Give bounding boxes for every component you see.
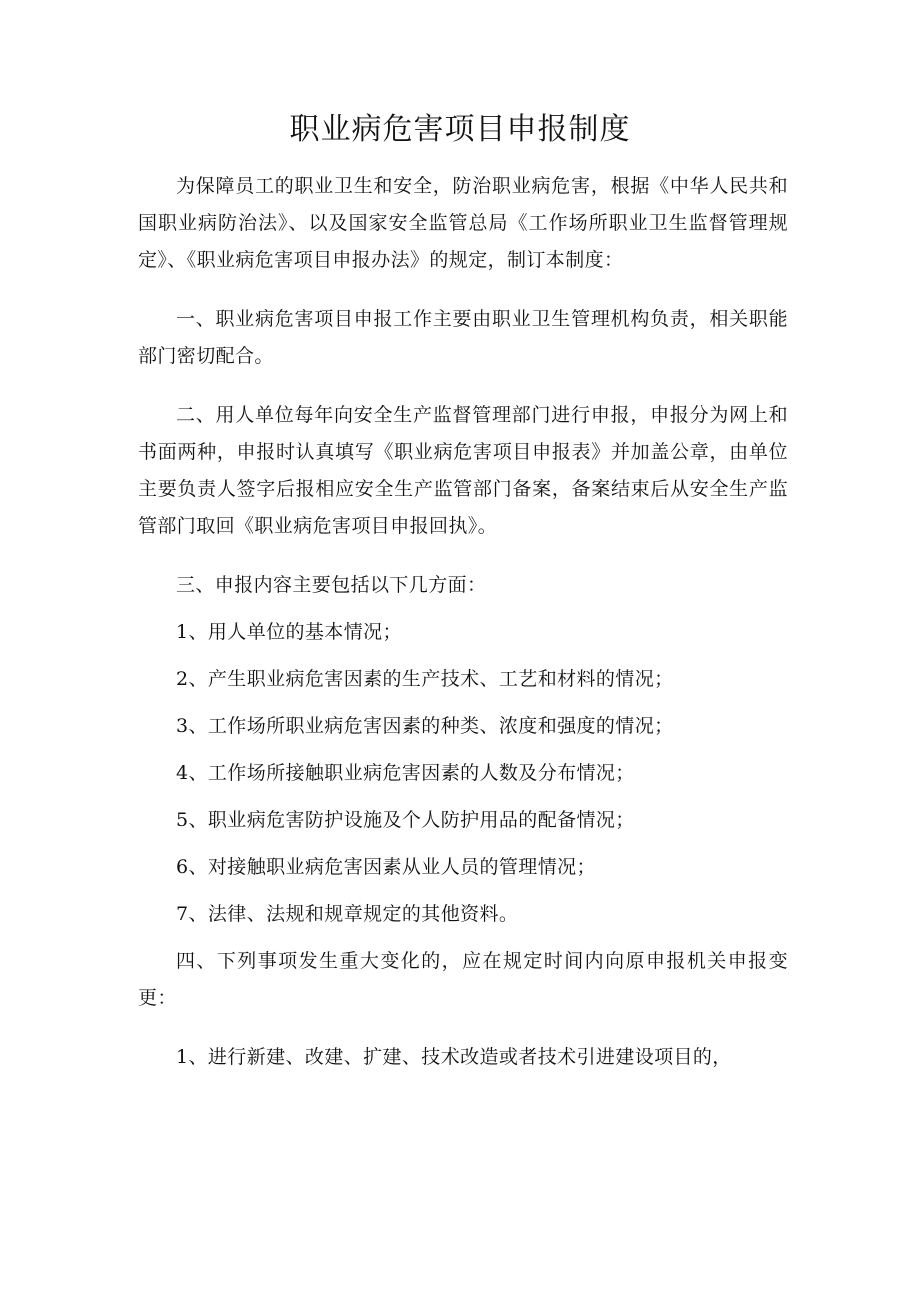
list-item: 7、法律、法规和规章规定的其他资料。 (176, 903, 519, 925)
intro-paragraph: 为保障员工的职业卫生和安全，防治职业病危害，根据《中华人民共和国职业病防治法》、以及国家安全监管总局《工作场所职业卫生监督管理规定》、《职业病危害项目申报办法》的规定，制订本制度： (138, 175, 788, 271)
list-item: 5、职业病危害防护设施及个人防护用品的配备情况； (176, 809, 635, 831)
list-item: 1、进行新建、改建、扩建、技术改造或者技术引进建设项目的， (176, 1046, 732, 1068)
section-three-heading: 三、申报内容主要包括以下几方面： (176, 574, 487, 596)
document-title: 职业病危害项目申报制度 (289, 112, 631, 147)
list-item: 2、产生职业病危害因素的生产技术、工艺和材料的情况； (176, 668, 674, 690)
section-two-paragraph: 二、用人单位每年向安全生产监督管理部门进行申报，申报分为网上和书面两种，申报时认真填写《职业病危害项目申报表》并加盖公章，由单位主要负责人签字后报相应安全生产监管部门备案，备案结束后从安全生产监管部门取回《职业病危害项目申报回执》。 (138, 404, 788, 537)
section-four-paragraph: 四、下列事项发生重大变化的，应在规定时间内向原申报机关申报变更： (138, 950, 788, 1009)
list-item: 6、对接触职业病危害因素从业人员的管理情况； (176, 856, 596, 878)
list-item: 4、工作场所接触职业病危害因素的人数及分布情况； (176, 762, 635, 784)
list-item: 3、工作场所职业病危害因素的种类、浓度和强度的情况； (176, 715, 674, 737)
section-one-paragraph: 一、职业病危害项目申报工作主要由职业卫生管理机构负责，相关职能部门密切配合。 (138, 308, 788, 367)
document-body (138, 168, 788, 1098)
list-item: 1、用人单位的基本情况； (176, 621, 402, 643)
